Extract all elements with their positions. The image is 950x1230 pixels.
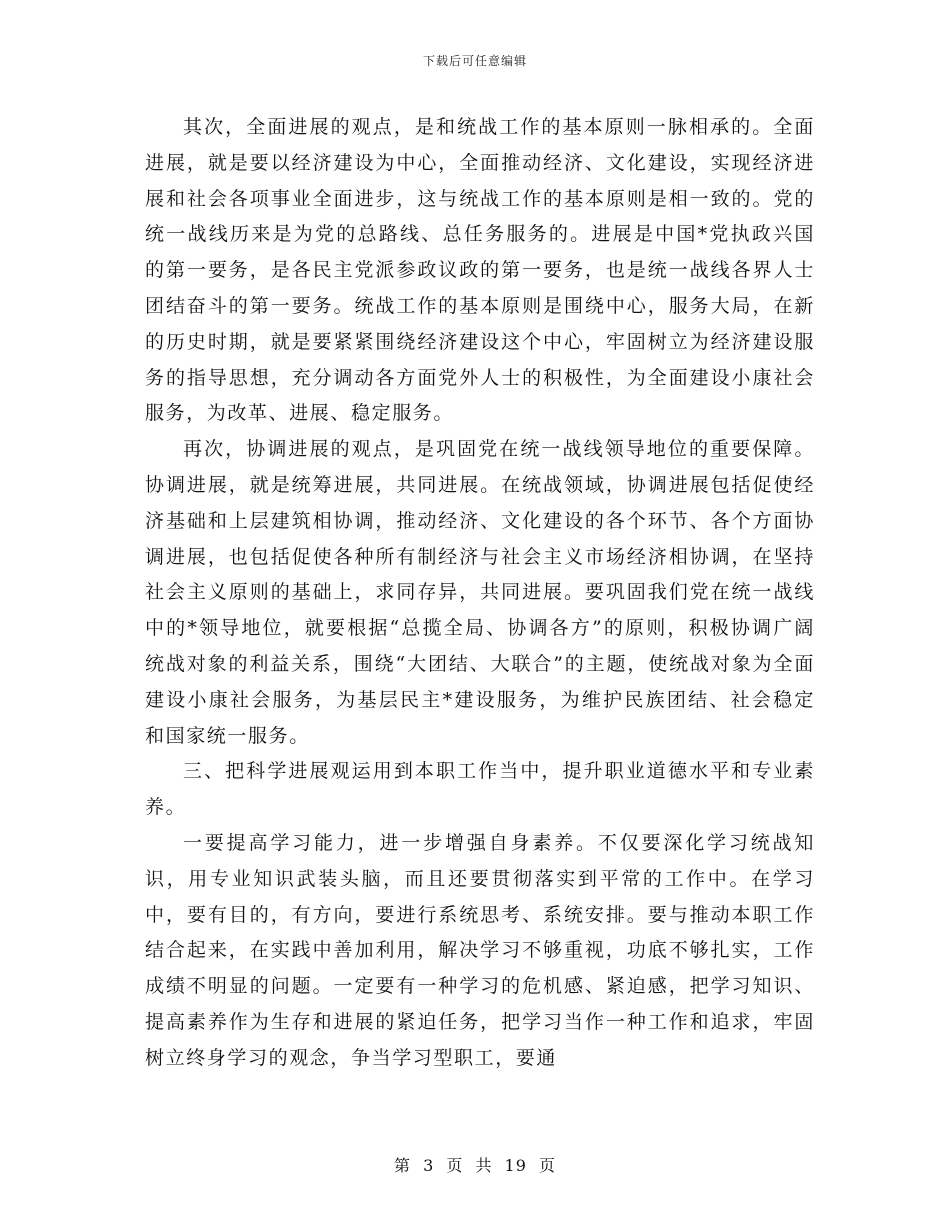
page-header: 下载后可任意编辑	[422, 54, 527, 68]
section-heading: 三、把科学进展观运用到本职工作当中，提升职业道德水平和专业素养。	[145, 760, 815, 819]
page-number: 第 3 页 共 19 页	[394, 1156, 556, 1175]
body-text	[145, 110, 815, 1077]
paragraph: 再次，协调进展的观点，是巩固党在统一战线领导地位的重要保障。协调进展，就是统筹进展，共同进展。在统战领域，协调进展包括促使经济基础和上层建筑相协调，推动经济、文化建设的各个环节、各个方面协调进展，也包括促使各种所有制经济与社会主义市场经济相协调，在坚持社会主义原则的基础上，求同存异，共同进展。要巩固我们党在统一战线中的*领导地位，就要根据“总揽全局、协调各方”的原则，积极协调广阔统战对象的利益关系，围绕“大团结、大联合”的主题，使统战对象为全面建设小康社会服务，为基层民主*建设服务，为维护民族团结、社会稳定和国家统一服务。	[145, 438, 815, 747]
paragraph: 一要提高学习能力，进一步增强自身素养。不仅要深化学习统战知识，用专业知识武装头脑，而且还要贯彻落实到平常的工作中。在学习中，要有目的，有方向，要进行系统思考、系统安排。要与推动本职工作结合起来，在实践中善加利用，解决学习不够重视，功底不够扎实，工作成绩不明显的问题。一定要有一种学习的危机感、紧迫感，把学习知识、提高素养作为生存和进展的紧迫任务，把学习当作一种工作和追求，牢固树立终身学习的观念，争当学习型职工，要通	[145, 831, 815, 1069]
paragraph: 其次，全面进展的观点，是和统战工作的基本原则一脉相承的。全面进展，就是要以经济建设为中心，全面推动经济、文化建设，实现经济进展和社会各项事业全面进步，这与统战工作的基本原则是相一致的。党的统一战线历来是为党的总路线、总任务服务的。进展是中国*党执政兴国的第一要务，是各民主党派参政议政的第一要务，也是统一战线各界人士团结奋斗的第一要务。统战工作的基本原则是围绕中心，服务大局，在新的历史时期，就是要紧紧围绕经济建设这个中心，牢固树立为经济建设服务的指导思想，充分调动各方面党外人士的积极性，为全面建设小康社会服务，为改革、进展、稳定服务。	[145, 116, 815, 425]
